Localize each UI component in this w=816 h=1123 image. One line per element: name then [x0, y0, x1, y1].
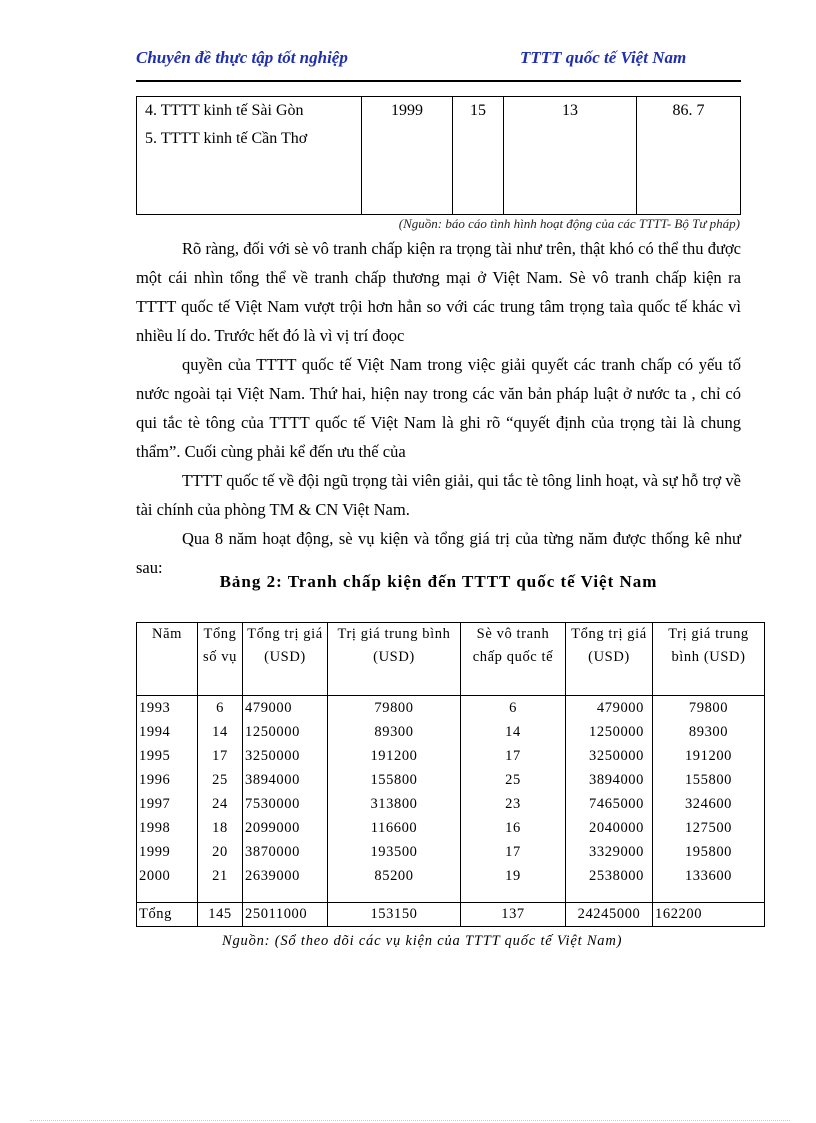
table-cell: 23 — [461, 792, 566, 816]
table-cell: 6 — [461, 696, 566, 721]
page-bottom-rule — [30, 1120, 790, 1121]
table-cell: 1995 — [137, 744, 198, 768]
body-text — [136, 234, 741, 582]
table-cell: 155800 — [653, 768, 765, 792]
total-cell: 137 — [461, 903, 566, 927]
table-cell: 324600 — [653, 792, 765, 816]
table-row — [137, 696, 765, 721]
table-cell: 3894000 — [566, 768, 653, 792]
table-cell: 17 — [461, 840, 566, 864]
center-name: 4. TTTT kinh tế Sài Gòn — [145, 102, 304, 119]
table-row — [137, 792, 765, 816]
table-cell: 479000 — [566, 696, 653, 721]
table-cell: 14 — [198, 720, 243, 744]
table-cell: 1996 — [137, 768, 198, 792]
table-cell: 2538000 — [566, 864, 653, 888]
table2-caption: Bảng 2: Tranh chấp kiện đến TTTT quốc tế Việt Nam — [219, 572, 658, 591]
table-cell: 24 — [198, 792, 243, 816]
table-cell: 1998 — [137, 816, 198, 840]
table-cell: 17 — [198, 744, 243, 768]
table-cell: 3329000 — [566, 840, 653, 864]
table-cell: 3870000 — [243, 840, 328, 864]
col-header: Sè vô tranh chấp quốc tế — [461, 623, 566, 696]
col-header: Tổng trị giá (USD) — [243, 623, 328, 696]
table-cell: 3894000 — [243, 768, 328, 792]
table-cell: 195800 — [653, 840, 765, 864]
table-cell: 18 — [198, 816, 243, 840]
col-header: Trị giá trung bình (USD) — [328, 623, 461, 696]
total-cell: 153150 — [328, 903, 461, 927]
total-cell: 162200 — [653, 903, 765, 927]
center-year: 1999 — [362, 97, 453, 215]
center-count: 15 — [453, 97, 504, 215]
table-cell: 19 — [461, 864, 566, 888]
table-cell: 3250000 — [566, 744, 653, 768]
table-header-row — [137, 623, 765, 696]
col-header: Năm — [137, 623, 198, 696]
table-cell: 193500 — [328, 840, 461, 864]
table-cell: 79800 — [653, 696, 765, 721]
table-cell: 2099000 — [243, 816, 328, 840]
table-cell: 1250000 — [243, 720, 328, 744]
table-row — [137, 864, 765, 888]
table-cell: 2639000 — [243, 864, 328, 888]
table-cell: 1993 — [137, 696, 198, 721]
table-row — [137, 744, 765, 768]
total-cell: 24245000 — [566, 903, 653, 927]
table-cell: 20 — [198, 840, 243, 864]
center-rate: 86. 7 — [637, 97, 741, 215]
col-header: Tổng số vụ — [198, 623, 243, 696]
table-cell: 2040000 — [566, 816, 653, 840]
total-cell: 25011000 — [243, 903, 328, 927]
table-cell: 191200 — [653, 744, 765, 768]
header-right: TTTT quốc tế Việt Nam — [520, 48, 687, 67]
table-cell: 89300 — [328, 720, 461, 744]
table-total-row — [137, 903, 765, 927]
table-cell: 16 — [461, 816, 566, 840]
table-cell: 127500 — [653, 816, 765, 840]
table-cell: 25 — [461, 768, 566, 792]
table-cell: 1250000 — [566, 720, 653, 744]
table-disputes — [136, 622, 765, 927]
header-left: Chuyên đề thực tập tốt nghiệp — [136, 48, 348, 67]
table-row — [137, 816, 765, 840]
table-cell: 1999 — [137, 840, 198, 864]
table-cell: 155800 — [328, 768, 461, 792]
table-cell: 3250000 — [243, 744, 328, 768]
table2-source: Nguồn: (Sổ theo dõi các vụ kiện của TTTT quốc tế Việt Nam) — [222, 933, 623, 949]
table-cell: 191200 — [328, 744, 461, 768]
paragraph: quyền của TTTT quốc tế Việt Nam trong việc giải quyết các tranh chấp có yếu tố nước ngoài tại Việt Nam. Thứ hai, hiện nay trong các văn bản pháp luật ở nước ta , chỉ có qui tắc tè tông của TTTT quốc tế Việt Nam là ghi rõ “quyết định của trọng tài là chung thẩm”. Cuối cùng phải kể đến ưu thế của — [136, 355, 741, 461]
paragraph: Qua 8 năm hoạt động, sè vụ kiện và tổng giá trị của từng năm được thống kê như sau: — [136, 529, 741, 577]
table-cell: 133600 — [653, 864, 765, 888]
center-name: 5. TTTT kinh tế Cần Thơ — [145, 130, 308, 147]
table-cell: 2000 — [137, 864, 198, 888]
paragraph: Rõ ràng, đối với sè vô tranh chấp kiện ra trọng tài như trên, thật khó có thể thu được một cái nhìn tổng thể về tranh chấp thương mại ở Việt Nam. Sè vô tranh chấp kiện ra TTTT quốc tế Việt Nam vượt trội hơn hẳn so với các trung tâm trọng taìa quốc tế khác vì nhiều lí do. Trước hết đó là vì vị trí đoọc — [136, 239, 741, 345]
table-cell: 7530000 — [243, 792, 328, 816]
table-cell: 85200 — [328, 864, 461, 888]
table-row — [137, 720, 765, 744]
table-cell: 14 — [461, 720, 566, 744]
table-cell: 25 — [198, 768, 243, 792]
table1-source: (Nguồn: báo cáo tình hình hoạt động của các TTTT- Bộ Tư pháp) — [398, 216, 740, 231]
table-cell: 313800 — [328, 792, 461, 816]
table-row — [137, 768, 765, 792]
col-header: Trị giá trung bình (USD) — [653, 623, 765, 696]
table-cell: 116600 — [328, 816, 461, 840]
table-cell: 21 — [198, 864, 243, 888]
total-cell: 145 — [198, 903, 243, 927]
table-cell: 7465000 — [566, 792, 653, 816]
table-cell: 79800 — [328, 696, 461, 721]
table-centers — [136, 96, 741, 215]
table-cell: 1997 — [137, 792, 198, 816]
table-row — [137, 840, 765, 864]
header-divider — [136, 80, 741, 82]
col-header: Tổng trị giá (USD) — [566, 623, 653, 696]
table-cell: 6 — [198, 696, 243, 721]
center-names — [137, 97, 362, 215]
table-cell: 1994 — [137, 720, 198, 744]
center-cases: 13 — [504, 97, 637, 215]
paragraph: TTTT quốc tế về đội ngũ trọng tài viên giải, qui tắc tè tông linh hoạt, và sự hỗ trợ về tài chính của phòng TM & CN Việt Nam. — [136, 471, 741, 519]
total-cell: Tổng — [137, 903, 198, 927]
table-cell: 89300 — [653, 720, 765, 744]
table-cell: 479000 — [243, 696, 328, 721]
table-cell: 17 — [461, 744, 566, 768]
